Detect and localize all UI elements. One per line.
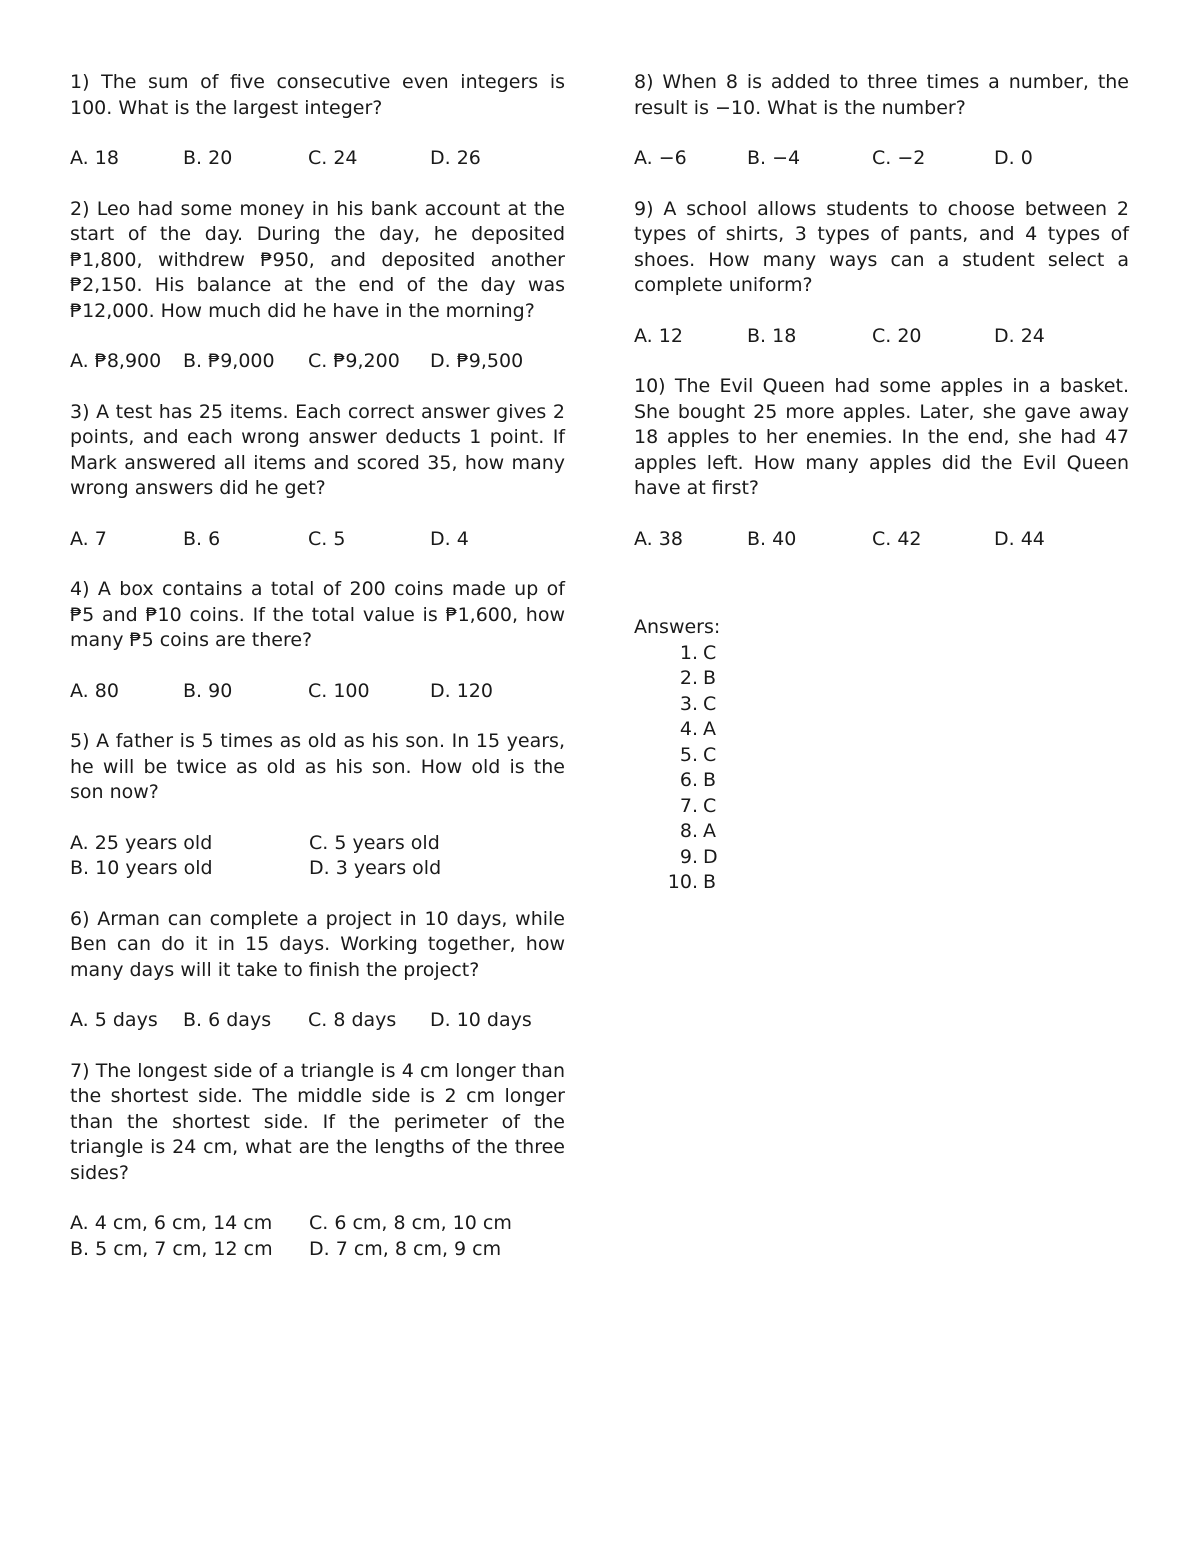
answer-letter: C (703, 692, 717, 715)
answer-number: 3. (679, 692, 698, 715)
choice: A. 18 (70, 147, 119, 169)
question-7 (70, 1059, 565, 1263)
choices (70, 527, 565, 553)
answer-key-item (634, 692, 1129, 718)
answer-key-item (634, 743, 1129, 769)
choice: C. 42 (872, 527, 922, 550)
question-text: 2) Leo had some money in his bank account at the start of the day. During the day, he deposited ₱1,800, withdrew ₱950, and deposited another ₱2,150. His balance at the end of the day was ₱12,000. How much did he have in the morning? (70, 197, 565, 322)
choice: D. ₱9,500 (430, 350, 524, 372)
answer-key-item (634, 794, 1129, 820)
answer-number: 6. (679, 769, 698, 791)
answer-letter: A (703, 718, 716, 740)
choices (634, 527, 1129, 553)
choice: B. 10 years old (70, 857, 213, 879)
choices (70, 1211, 565, 1262)
question-9 (634, 197, 1129, 350)
choice: B. 18 (747, 324, 797, 347)
choice: D. 26 (430, 147, 481, 169)
choice: A. 38 (634, 527, 683, 550)
answer-letter: C (703, 794, 717, 817)
choice: C. 5 years old (309, 831, 440, 854)
choice: C. ₱9,200 (308, 350, 400, 372)
choices (70, 831, 565, 882)
answer-number: 9. (679, 845, 698, 868)
question-text: 3) A test has 25 items. Each correct answer gives 2 points, and each wrong answer deducts 1 point. If Mark answered all items and scored 35, how many wrong answers did he get? (70, 400, 565, 499)
choice: A. ₱8,900 (70, 350, 162, 372)
answer-key-item (634, 641, 1129, 667)
answer-letter: C (703, 641, 717, 664)
choice: C. 24 (308, 147, 358, 169)
choice: B. 90 (183, 679, 233, 702)
question-text: 6) Arman can complete a project in 10 days, while Ben can do it in 15 days. Working together, how many days will it take to finish the project? (70, 907, 565, 981)
choice: D. 10 days (430, 1009, 532, 1031)
choice: D. 44 (994, 527, 1045, 550)
answer-letter: B (703, 871, 717, 893)
question-text: 7) The longest side of a triangle is 4 cm longer than the shortest side. The middle side is 2 cm longer than the shortest side. If the perimeter of the triangle is 24 cm, what are the lengths of the three sides? (70, 1059, 565, 1184)
choices (70, 146, 565, 172)
question-2 (70, 197, 565, 375)
question-text: 1) The sum of five consecutive even integers is 100. What is the largest integer? (70, 71, 565, 119)
answer-number: 8. (679, 820, 698, 842)
question-10 (634, 374, 1129, 552)
choice: D. 7 cm, 8 cm, 9 cm (309, 1237, 502, 1260)
choice: D. 24 (994, 324, 1045, 347)
choice: A. 5 days (70, 1009, 158, 1031)
question-8 (634, 70, 1129, 172)
question-text: 10) The Evil Queen had some apples in a basket. She bought 25 more apples. Later, she gave away 18 apples to her enemies. In the end, she had 47 apples left. How many apples did the Evil Queen have at first? (634, 375, 1129, 499)
choices (70, 1008, 565, 1034)
choice: D. 4 (430, 527, 469, 550)
choices (70, 349, 565, 375)
answer-letter: B (703, 667, 717, 689)
question-text: 5) A father is 5 times as old as his son. In 15 years, he will be twice as old as his son. How old is the son now? (70, 730, 565, 803)
choice: B. 6 (183, 527, 221, 550)
question-1 (70, 70, 565, 172)
question-text: 8) When 8 is added to three times a number, the result is −10. What is the number? (634, 71, 1129, 119)
answer-key-item (634, 717, 1129, 743)
choice: D. 0 (994, 147, 1033, 169)
choice: A. 7 (70, 527, 107, 550)
left-column (70, 70, 565, 1287)
question-6 (70, 907, 565, 1034)
choice: D. 3 years old (309, 857, 442, 879)
choice: B. 40 (747, 527, 797, 550)
answer-letter: D (703, 845, 718, 868)
answer-letter: A (703, 820, 716, 842)
answers-title: Answers: (634, 616, 721, 638)
answer-number: 1. (679, 641, 698, 664)
choice: C. 8 days (308, 1009, 397, 1031)
answer-letter: B (703, 769, 717, 791)
answer-key-item (634, 845, 1129, 871)
choice: C. 100 (308, 679, 370, 702)
right-column (634, 70, 1129, 896)
choice: C. 6 cm, 8 cm, 10 cm (309, 1212, 512, 1234)
choices (70, 679, 565, 705)
choice: A. −6 (634, 147, 687, 169)
choice: C. 20 (872, 324, 922, 347)
choice: B. −4 (747, 147, 801, 169)
choice: C. −2 (872, 147, 926, 169)
choice: A. 80 (70, 679, 119, 702)
choice: B. 20 (183, 147, 233, 169)
answer-number: 2. (679, 667, 698, 689)
answer-key-list (634, 641, 1129, 896)
choice: C. 5 (308, 527, 346, 550)
answer-key-item (634, 768, 1129, 794)
question-5 (70, 729, 565, 882)
question-text: 9) A school allows students to choose between 2 types of shirts, 3 types of pants, and 4 types of shoes. How many ways can a student select a complete uniform? (634, 197, 1129, 296)
answer-key-item (634, 819, 1129, 845)
choices (634, 146, 1129, 172)
choice: A. 12 (634, 324, 683, 347)
answer-key-item (634, 666, 1129, 692)
choice: B. ₱9,000 (183, 350, 275, 372)
answer-number: 4. (679, 718, 698, 740)
choice: B. 6 days (183, 1009, 272, 1031)
question-4 (70, 577, 565, 704)
question-text: 4) A box contains a total of 200 coins made up of ₱5 and ₱10 coins. If the total value is ₱1,600, how many ₱5 coins are there? (70, 578, 565, 651)
answer-number: 7. (679, 794, 698, 817)
choice: A. 25 years old (70, 831, 213, 854)
answer-letter: C (703, 743, 717, 766)
choice: B. 5 cm, 7 cm, 12 cm (70, 1237, 273, 1260)
choice: D. 120 (430, 679, 493, 702)
answer-key-item (634, 870, 1129, 896)
answer-number: 5. (679, 743, 698, 766)
question-3 (70, 400, 565, 553)
answer-number: 10. (667, 871, 698, 893)
choice: A. 4 cm, 6 cm, 14 cm (70, 1212, 273, 1234)
choices (634, 324, 1129, 350)
